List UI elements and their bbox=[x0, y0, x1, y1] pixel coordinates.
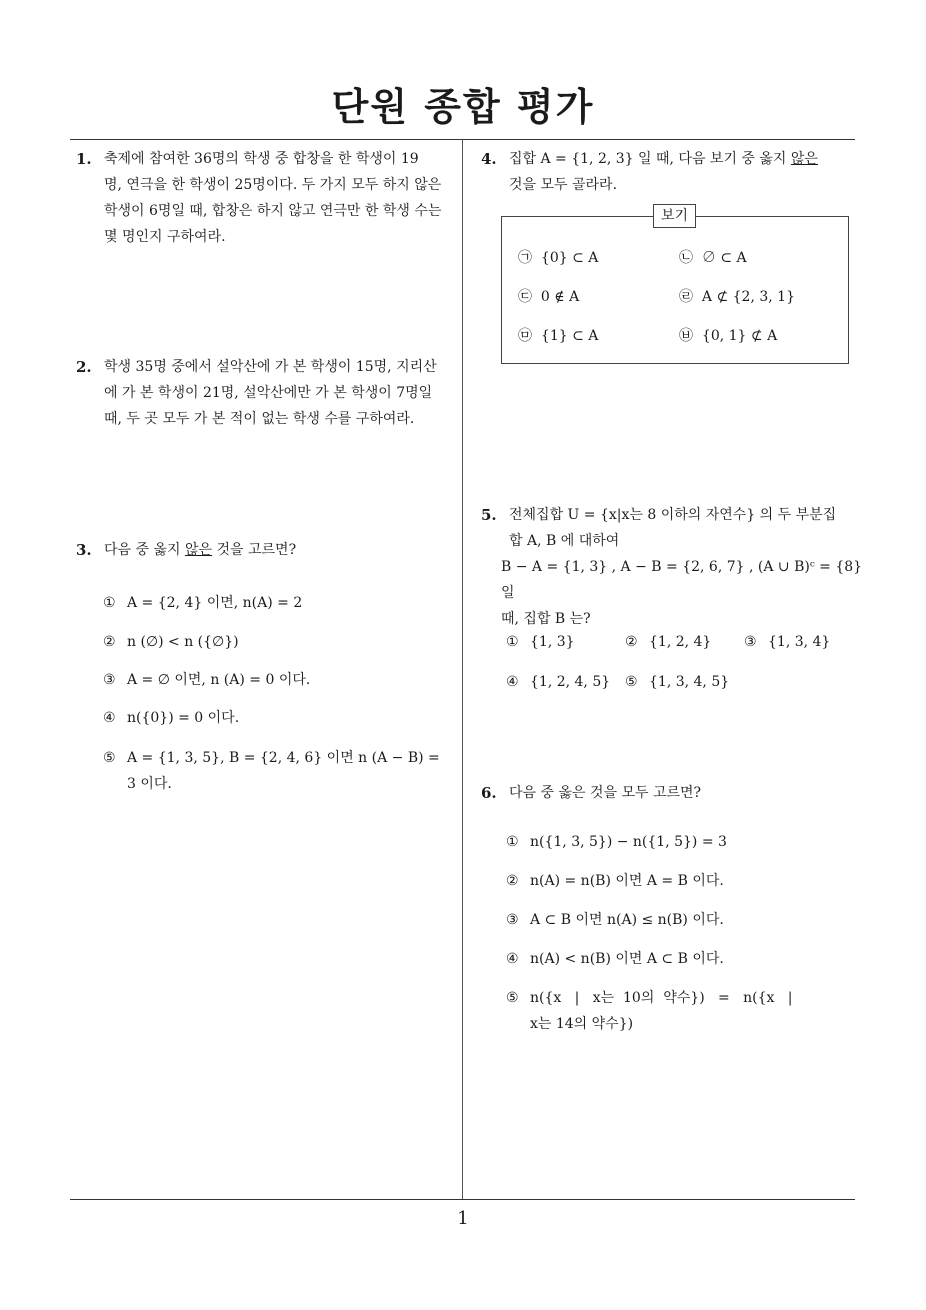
bogi-mark: ㉣ bbox=[679, 289, 693, 305]
question-text bbox=[104, 146, 461, 250]
bogi-text: A ⊄ {2, 3, 1} bbox=[701, 289, 795, 305]
option-mark: ④ bbox=[506, 674, 519, 690]
option-mark: ① bbox=[506, 634, 519, 650]
option-text: A ⊂ B 이면 n(A) ≤ n(B) 이다. bbox=[530, 912, 724, 928]
option-text: n({0}) = 0 이다. bbox=[127, 710, 240, 726]
question-text-part: 것을 고르면? bbox=[212, 542, 297, 558]
bogi-text: 0 ∉ A bbox=[540, 289, 580, 305]
question-number: 6. bbox=[481, 784, 497, 802]
bogi-mark: ㉤ bbox=[518, 328, 532, 344]
question-3 bbox=[76, 537, 461, 563]
question-line: 것을 모두 골라라. bbox=[509, 177, 618, 193]
bogi-item-2 bbox=[679, 247, 747, 269]
bogi-text: {0, 1} ⊄ A bbox=[701, 328, 778, 344]
q3-option-4[interactable] bbox=[103, 705, 239, 731]
option-text: n (∅) < n ({∅}) bbox=[127, 634, 239, 650]
bogi-label: 보기 bbox=[653, 204, 696, 228]
bogi-item-6 bbox=[679, 325, 777, 347]
option-text: n({x | x는 10의 약수}) = n({x | bbox=[530, 990, 793, 1006]
option-mark: ⑤ bbox=[506, 990, 519, 1006]
question-line: 학생 35명 중에서 설악산에 가 본 학생이 15명, 지리산 bbox=[104, 359, 437, 375]
option-text: n({1, 3, 5}) − n({1, 5}) = 3 bbox=[530, 834, 727, 850]
option-mark: ① bbox=[103, 595, 116, 611]
question-number: 4. bbox=[481, 150, 497, 168]
q6-option-1[interactable] bbox=[506, 829, 727, 855]
q5-option-5[interactable] bbox=[625, 669, 729, 695]
question-2 bbox=[76, 354, 461, 432]
option-text: A = {2, 4} 이면, n(A) = 2 bbox=[127, 595, 303, 611]
option-mark: ③ bbox=[744, 634, 757, 650]
option-mark: ③ bbox=[103, 672, 116, 688]
page-number: 1 bbox=[457, 1208, 469, 1229]
option-mark: ② bbox=[625, 634, 638, 650]
bogi-item-1 bbox=[518, 247, 598, 269]
option-mark: ④ bbox=[103, 710, 116, 726]
footer-rule bbox=[70, 1199, 855, 1200]
question-number: 3. bbox=[76, 541, 92, 559]
q5-option-3[interactable] bbox=[744, 629, 830, 655]
bogi-mark: ㉡ bbox=[679, 250, 693, 266]
question-text-part: 집합 A = {1, 2, 3} 일 때, 다음 보기 중 옳지 bbox=[509, 151, 791, 167]
q5-option-4[interactable] bbox=[506, 669, 610, 695]
question-text-part: 다음 중 옳지 bbox=[104, 542, 185, 558]
question-line: 몇 명인지 구하여라. bbox=[104, 229, 226, 245]
option-text: {1, 3, 4, 5} bbox=[649, 674, 730, 690]
bogi-item-3 bbox=[518, 286, 579, 308]
question-text bbox=[509, 146, 861, 198]
q5-option-2[interactable] bbox=[625, 629, 711, 655]
bogi-text: ∅ ⊂ A bbox=[701, 250, 747, 266]
bogi-mark: ㉥ bbox=[679, 328, 693, 344]
option-text: n(A) = n(B) 이면 A = B 이다. bbox=[530, 873, 724, 889]
q3-option-3[interactable] bbox=[103, 667, 310, 693]
bogi-item-5 bbox=[518, 325, 598, 347]
q6-option-5[interactable] bbox=[506, 985, 792, 1037]
bogi-item-4 bbox=[679, 286, 795, 308]
underlined-word: 않은 bbox=[790, 151, 818, 167]
question-line: 합 A, B 에 대하여 bbox=[509, 533, 620, 549]
option-mark: ② bbox=[506, 873, 519, 889]
option-mark: ⑤ bbox=[625, 674, 638, 690]
option-text: A = ∅ 이면, n (A) = 0 이다. bbox=[127, 672, 311, 688]
option-mark: ② bbox=[103, 634, 116, 650]
q6-option-3[interactable] bbox=[506, 907, 724, 933]
q6-option-2[interactable] bbox=[506, 868, 724, 894]
question-6 bbox=[481, 780, 866, 806]
option-mark: ⑤ bbox=[103, 750, 116, 766]
q3-option-1[interactable] bbox=[103, 590, 302, 616]
question-text bbox=[501, 502, 866, 632]
question-4 bbox=[481, 146, 861, 198]
question-line: 명, 연극을 한 학생이 25명이다. 두 가지 모두 하지 않은 bbox=[104, 177, 442, 193]
bogi-mark: ㉠ bbox=[518, 250, 532, 266]
q3-option-5[interactable] bbox=[103, 745, 440, 797]
option-mark: ③ bbox=[506, 912, 519, 928]
question-text: 다음 중 옳은 것을 모두 고르면? bbox=[509, 785, 702, 801]
option-mark: ④ bbox=[506, 951, 519, 967]
option-text: n(A) < n(B) 이면 A ⊂ B 이다. bbox=[530, 951, 724, 967]
q6-option-4[interactable] bbox=[506, 946, 724, 972]
question-line: 전체집합 U = {x|x는 8 이하의 자연수} 의 두 부분집 bbox=[509, 507, 837, 523]
question-line: 때, 두 곳 모두 가 본 적이 없는 학생 수를 구하여라. bbox=[104, 411, 415, 427]
option-text: {1, 2, 4} bbox=[649, 634, 712, 650]
column-divider bbox=[462, 139, 463, 1200]
option-text: A = {1, 3, 5}, B = {2, 4, 6} 이면 n (A − B) = bbox=[127, 750, 440, 766]
question-line: 에 가 본 학생이 21명, 설악산에만 가 본 학생이 7명일 bbox=[104, 385, 433, 401]
option-text: {1, 2, 4, 5} bbox=[530, 674, 611, 690]
option-text-cont: x는 14의 약수}) bbox=[530, 1016, 634, 1032]
option-mark: ① bbox=[506, 834, 519, 850]
q3-option-2[interactable] bbox=[103, 629, 239, 655]
question-number: 2. bbox=[76, 358, 92, 376]
question-line: 때, 집합 B 는? bbox=[501, 611, 591, 627]
bogi-text: {1} ⊂ A bbox=[540, 328, 599, 344]
q5-option-1[interactable] bbox=[506, 629, 575, 655]
option-text-cont: 3 이다. bbox=[127, 776, 172, 792]
bogi-text: {0} ⊂ A bbox=[540, 250, 599, 266]
question-text bbox=[104, 354, 461, 432]
question-number: 5. bbox=[481, 506, 497, 524]
question-5 bbox=[481, 502, 866, 632]
underlined-word: 않은 bbox=[184, 542, 213, 558]
question-line: 축제에 참여한 36명의 학생 중 합창을 한 학생이 19 bbox=[104, 151, 419, 167]
question-1 bbox=[76, 146, 461, 250]
page-title: 단원 종합 평가 bbox=[331, 85, 595, 129]
option-text: {1, 3, 4} bbox=[768, 634, 831, 650]
option-text: {1, 3} bbox=[530, 634, 575, 650]
question-line: 학생이 6명일 때, 합창은 하지 않고 연극만 한 학생 수는 bbox=[104, 203, 442, 219]
question-number: 1. bbox=[76, 150, 92, 168]
question-text bbox=[104, 537, 461, 563]
bogi-mark: ㉢ bbox=[518, 289, 532, 305]
question-line: B − A = {1, 3} , A − B = {2, 6, 7} , (A ∪ B)ᶜ = {8} 일 bbox=[501, 559, 863, 601]
